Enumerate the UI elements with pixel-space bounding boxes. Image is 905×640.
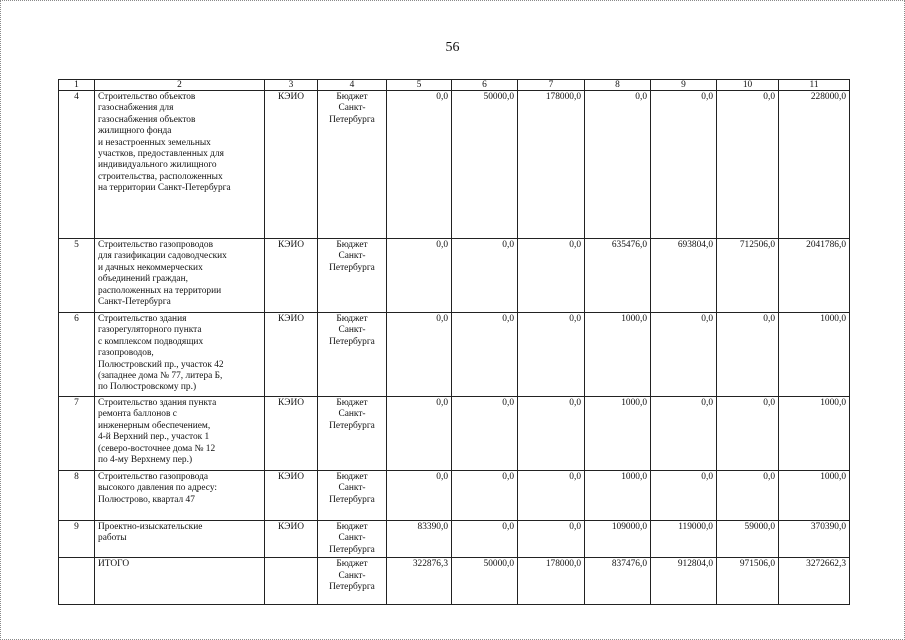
value-col-9: 0,0 (651, 397, 717, 471)
funding-source: Бюджет Санкт- Петербурга (318, 397, 387, 471)
row-number (59, 558, 95, 605)
value-col-9: 0,0 (651, 313, 717, 397)
funding-source: Бюджет Санкт- Петербурга (318, 313, 387, 397)
value-col-6: 0,0 (452, 471, 518, 521)
table-row (59, 471, 850, 521)
column-header: 6 (452, 80, 518, 91)
table-row (59, 239, 850, 313)
page-number: 56 (445, 40, 460, 55)
row-number: 7 (59, 397, 95, 471)
column-header: 5 (387, 80, 452, 91)
value-col-10: 59000,0 (717, 521, 779, 558)
total-row (59, 558, 850, 605)
value-col-6: 50000,0 (452, 558, 518, 605)
responsible-org: КЭИО (265, 313, 318, 397)
funding-source: Бюджет Санкт- Петербурга (318, 521, 387, 558)
column-header: 1 (59, 80, 95, 91)
value-col-11: 1000,0 (779, 471, 850, 521)
value-col-11: 1000,0 (779, 397, 850, 471)
row-number: 6 (59, 313, 95, 397)
row-number: 4 (59, 91, 95, 239)
table-row (59, 521, 850, 558)
value-col-9: 693804,0 (651, 239, 717, 313)
value-col-9: 119000,0 (651, 521, 717, 558)
value-col-5: 322876,3 (387, 558, 452, 605)
value-col-8: 0,0 (585, 91, 651, 239)
value-col-10: 971506,0 (717, 558, 779, 605)
value-col-6: 0,0 (452, 521, 518, 558)
value-col-7: 0,0 (518, 521, 585, 558)
responsible-org: КЭИО (265, 521, 318, 558)
funding-source: Бюджет Санкт- Петербурга (318, 91, 387, 239)
row-number: 8 (59, 471, 95, 521)
value-col-8: 109000,0 (585, 521, 651, 558)
value-col-6: 50000,0 (452, 91, 518, 239)
value-col-11: 228000,0 (779, 91, 850, 239)
value-col-5: 83390,0 (387, 521, 452, 558)
value-col-11: 370390,0 (779, 521, 850, 558)
column-header: 11 (779, 80, 850, 91)
responsible-org: КЭИО (265, 397, 318, 471)
row-number: 5 (59, 239, 95, 313)
value-col-10: 0,0 (717, 91, 779, 239)
value-col-9: 0,0 (651, 471, 717, 521)
value-col-5: 0,0 (387, 313, 452, 397)
value-col-11: 3272662,3 (779, 558, 850, 605)
table-header-row (59, 80, 850, 91)
value-col-10: 0,0 (717, 313, 779, 397)
value-col-8: 1000,0 (585, 313, 651, 397)
value-col-10: 712506,0 (717, 239, 779, 313)
value-col-7: 0,0 (518, 313, 585, 397)
item-description: Проектно-изыскательские работы (95, 521, 265, 558)
value-col-8: 1000,0 (585, 471, 651, 521)
budget-table (58, 79, 850, 605)
value-col-11: 1000,0 (779, 313, 850, 397)
value-col-9: 0,0 (651, 91, 717, 239)
column-header: 2 (95, 80, 265, 91)
value-col-7: 178000,0 (518, 558, 585, 605)
table-row (59, 397, 850, 471)
value-col-7: 0,0 (518, 471, 585, 521)
item-description: Строительство объектов газоснабжения для газоснабжения объектов жилищного фонда и незастроенных земельных участков, предоставленных для индивидуального жилищного строительства, расположенных на территории Санкт-Петербурга (95, 91, 265, 239)
value-col-8: 635476,0 (585, 239, 651, 313)
funding-source: Бюджет Санкт- Петербурга (318, 239, 387, 313)
item-description: Строительство здания газорегуляторного пункта с комплексом подводящих газопроводов, Полюстровский пр., участок 42 (западнее дома № 77, литера Б, по Полюстровскому пр.) (95, 313, 265, 397)
column-header: 3 (265, 80, 318, 91)
value-col-11: 2041786,0 (779, 239, 850, 313)
column-header: 9 (651, 80, 717, 91)
value-col-10: 0,0 (717, 471, 779, 521)
value-col-6: 0,0 (452, 239, 518, 313)
column-header: 10 (717, 80, 779, 91)
table-row (59, 91, 850, 239)
value-col-8: 1000,0 (585, 397, 651, 471)
value-col-6: 0,0 (452, 397, 518, 471)
row-number: 9 (59, 521, 95, 558)
value-col-5: 0,0 (387, 397, 452, 471)
value-col-7: 178000,0 (518, 91, 585, 239)
responsible-org: КЭИО (265, 91, 318, 239)
responsible-org: КЭИО (265, 239, 318, 313)
value-col-6: 0,0 (452, 313, 518, 397)
responsible-org (265, 558, 318, 605)
value-col-10: 0,0 (717, 397, 779, 471)
value-col-5: 0,0 (387, 471, 452, 521)
value-col-5: 0,0 (387, 239, 452, 313)
item-description: Строительство газопроводов для газификации садоводческих и дачных некоммерческих объединений граждан, расположенных на территории Санкт-Петербурга (95, 239, 265, 313)
value-col-9: 912804,0 (651, 558, 717, 605)
column-header: 7 (518, 80, 585, 91)
funding-source: Бюджет Санкт- Петербурга (318, 558, 387, 605)
value-col-7: 0,0 (518, 239, 585, 313)
value-col-7: 0,0 (518, 397, 585, 471)
funding-source: Бюджет Санкт- Петербурга (318, 471, 387, 521)
item-description: ИТОГО (95, 558, 265, 605)
value-col-5: 0,0 (387, 91, 452, 239)
item-description: Строительство здания пункта ремонта баллонов с инженерным обеспечением, 4-й Верхний пер., участок 1 (северо-восточнее дома № 12 по 4-му Верхнему пер.) (95, 397, 265, 471)
column-header: 8 (585, 80, 651, 91)
item-description: Строительство газопровода высокого давления по адресу: Полюстрово, квартал 47 (95, 471, 265, 521)
value-col-8: 837476,0 (585, 558, 651, 605)
table-row (59, 313, 850, 397)
responsible-org: КЭИО (265, 471, 318, 521)
column-header: 4 (318, 80, 387, 91)
